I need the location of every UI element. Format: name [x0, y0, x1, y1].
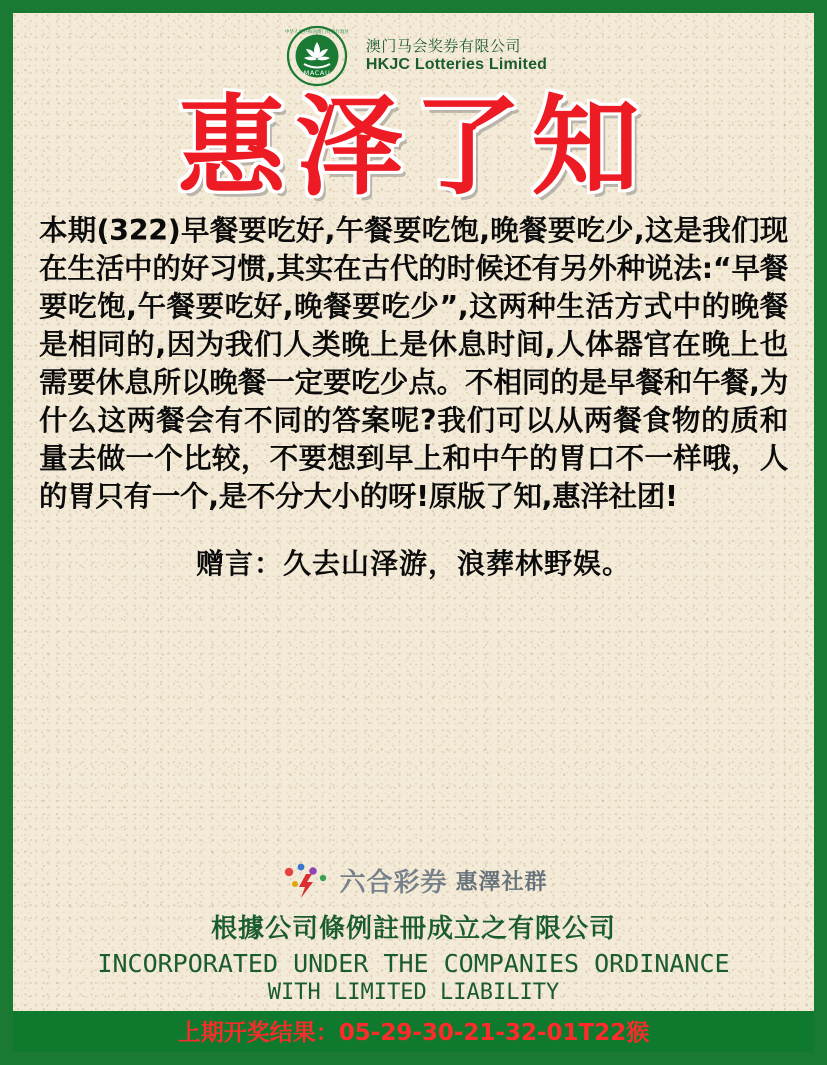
- poster-inner-panel: [10, 10, 817, 1055]
- company-name-cn: 澳门马会奖券有限公司: [365, 36, 521, 55]
- previous-result-text: 上期开奖结果：05-29-30-21-32-01T22猴: [177, 1020, 650, 1046]
- company-name-en: HKJC Lotteries Limited: [365, 56, 548, 74]
- brand-text: [366, 37, 547, 76]
- footer-line-en-2: WITH LIMITED LIABILITY: [267, 980, 560, 1005]
- page-title: 惠泽了知: [177, 85, 650, 210]
- macau-lotus-emblem-icon: [280, 25, 354, 87]
- title-band: [13, 85, 814, 210]
- body-paragraph: 本期(322)早餐要吃好,午餐要吃饱,晚餐要吃少,这是我们现在生活中的好习惯,其实在古代的时候还有另外种说法:“早餐要吃饱,午餐要吃好,晚餐要吃少”,这两种生活方式中的晚餐是相同的,因为我们人类晚上是休息时间,人体器官在晚上也需要休息所以晚餐一定要吃少点。不相同的是早餐和午餐,为什么这两餐会有不同的答案呢?我们可以从两餐食物的质和量去做一个比较，不要想到早上和中午的胃口不一样哦，人的胃只有一个,是不分大小的呀!原版了知,惠洋社团!: [39, 214, 788, 513]
- footer-line-cn: 根據公司條例註冊成立之有限公司: [210, 914, 616, 944]
- mid-logo-sub-text: 惠澤社群: [455, 869, 548, 895]
- color-dots-lightning-icon: [279, 860, 331, 900]
- footer-line-en-1: INCORPORATED UNDER THE COMPANIES ORDINANCE: [97, 949, 730, 978]
- svg-text:MACAU: MACAU: [303, 69, 331, 77]
- mid-logo: [13, 854, 814, 902]
- header: [13, 13, 814, 89]
- dedication-line: 赠言：久去山泽游，浪葬林野娱。: [195, 546, 631, 580]
- footer: [13, 902, 814, 1007]
- svg-text:中华人民共和国澳门特别行政区: 中华人民共和国澳门特别行政区: [284, 30, 349, 35]
- previous-result-bar: [13, 1011, 814, 1052]
- mid-logo-lotto-text: 六合彩券: [339, 867, 448, 898]
